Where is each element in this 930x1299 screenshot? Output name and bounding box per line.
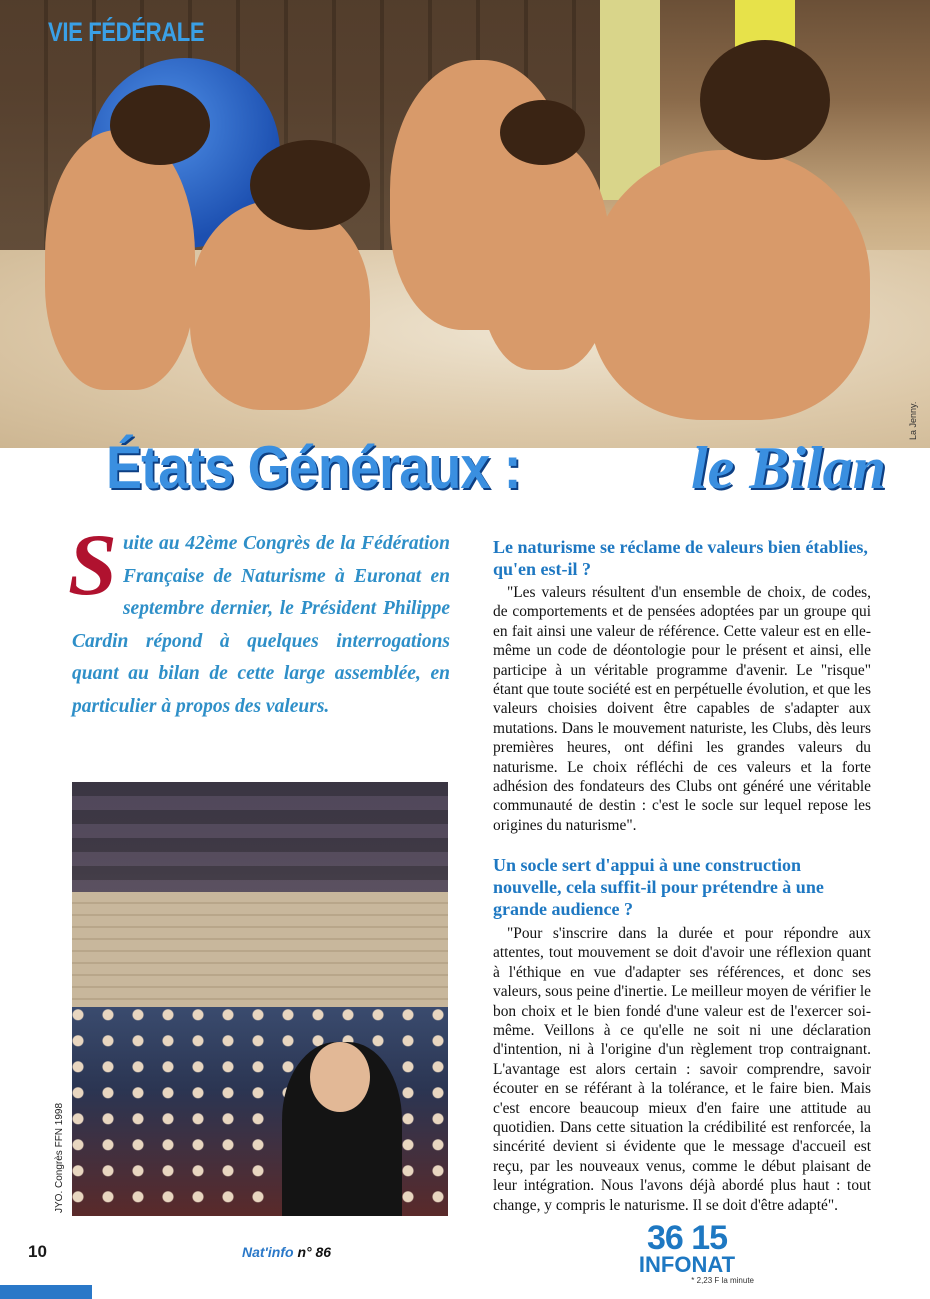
answer-2-text: "Pour s'inscrire dans la durée et pour répondre aux attentes, tout mouvement se doit d'avoir une réflexion quant à l'éthique en vue d'adapter ses références, et donc ses valeurs, sous peine d'inertie. Le meilleur moyen de vérifier le bon choix et le bien fondé d'une valeur est de l'exercer soi-même. Veillons à ce qu'elle ne soit ni une déclaration d'intention, ni à l'origine d'un règlement trop contraignant. L'avantage est alors certain : savoir comprendre, savoir écouter en se référant à la tolérance, et le faire bien. Mais c'est encore beaucoup mieux d'en faire une attitude au quotidien. Dans cette situation la crédibilité est renforcée, la sincérité devient si évidente que le message d'accueil est reçu, par les nouveaux venus, comme le début plaisant de leur intégration. Nous l'avons déjà abordé plus haut : tout change, y compris le naturisme. Il se doit d'être adapté". <box>493 925 871 1214</box>
figure-hair <box>110 85 210 165</box>
page-number: 10 <box>28 1242 47 1261</box>
answer-1-text: "Les valeurs résultent d'un ensemble de choix, de codes, de comportements et de pensées adoptées par un groupe qui en fait ainsi une valeur de référence. Cette valeur est en elle-même un code de déontologie pour le présent et ainsi, elle participe à un véritable programme d'avenir. Le "risque" étant que toute société est en perpétuelle évolution, et que les valeurs choisies doivent être capables de s'adapter aux mutations. Dans le mouvement naturiste, les Clubs, dès leurs premières heures, ont défini les grandes valeurs du naturisme. Le choix réfléchi de ces valeurs et la forte adhésion des fondateurs des Clubs ont généré une véritable communauté de destin : c'est le socle sur lequel repose les origines du naturisme". <box>493 584 871 834</box>
title-part-1: États Généraux : <box>106 434 521 501</box>
page-title <box>106 434 887 501</box>
congress-photo <box>72 782 448 1216</box>
issue-number: n° 86 <box>297 1244 332 1260</box>
title-part-2: le Bilan <box>691 435 887 501</box>
question-2-heading: Un socle sert d'appui à une construction nouvelle, cela suffit-il pour prétendre à une grande audience ? <box>493 855 824 919</box>
figure <box>590 150 870 420</box>
hero-photo <box>0 0 930 448</box>
intro-paragraph <box>68 517 450 723</box>
question-1-heading: Le naturisme se réclame de valeurs bien établies, qu'en est-il ? <box>493 537 868 579</box>
ad-price: * 2,23 F la minute <box>691 1276 754 1285</box>
hall-wall <box>72 892 448 1022</box>
answer-2 <box>493 924 871 1215</box>
figure <box>480 140 610 370</box>
figure <box>190 200 370 410</box>
figure <box>45 130 195 390</box>
hall-ceiling <box>72 782 448 892</box>
photo-credit-congress: JYO. Congrès FFN 1998 <box>54 1102 65 1213</box>
minitel-ad <box>612 1219 762 1285</box>
photo-credit-top: La Jenny. <box>908 401 918 440</box>
section-label: VIE FÉDÉRALE <box>48 17 205 47</box>
magazine-issue <box>242 1244 331 1260</box>
bottom-accent-bar <box>0 1285 92 1299</box>
magazine-name: Nat'info <box>242 1244 294 1260</box>
intro-text: uite au 42ème Congrès de la Fédération Française de Naturisme à Euronat en septembre dernier, le Président Philippe Cardin répond à quelques interrogations quant au bilan de cette large assemblée, en particulier à propos des valeurs. <box>72 533 450 717</box>
figure-hair <box>500 100 585 165</box>
drop-cap: S <box>68 517 117 614</box>
ad-number: 36 15 <box>646 1219 728 1257</box>
foreground-face <box>310 1042 370 1112</box>
figure-hair <box>700 40 830 160</box>
ad-name: INFONAT <box>638 1252 736 1277</box>
figure-hair <box>250 140 370 230</box>
answer-1 <box>493 583 871 835</box>
